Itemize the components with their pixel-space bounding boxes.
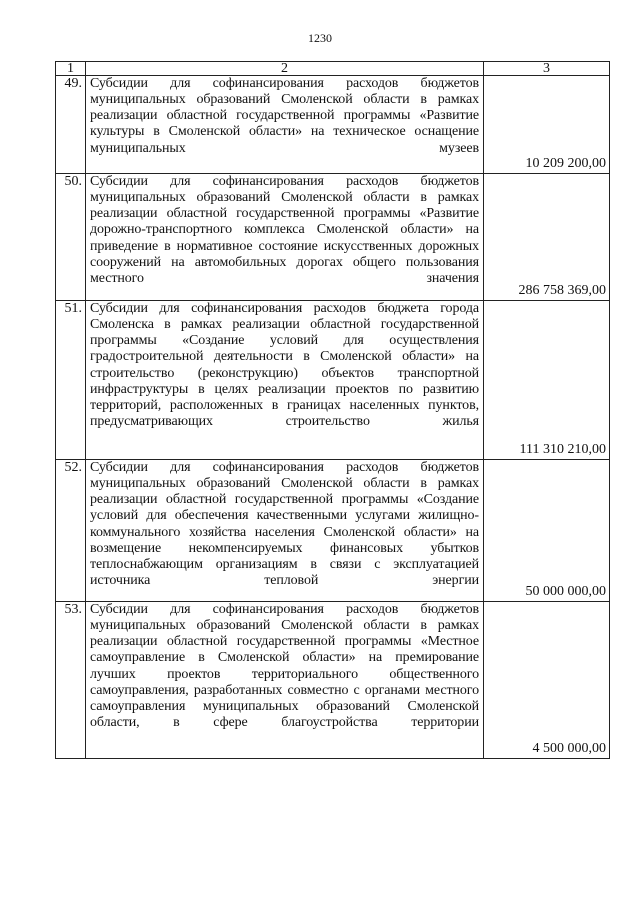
- row-description: Субсидии для софинансирования расходов бюджетов муниципальных образований Смоленской области в рамках реализации областной государственной программы «Местное самоуправление в Смоленской области» на премирование лучших проектов территориального общественного самоуправления, разработанных совместно с органами местного самоуправления муниципальных образований Смоленской области, в сфере благоустройства территории: [86, 602, 484, 759]
- table-header-row: [56, 62, 610, 76]
- subsidies-table: [55, 61, 610, 759]
- row-number: 51.: [56, 301, 86, 460]
- row-number: 49.: [56, 76, 86, 174]
- table-row: [56, 76, 610, 174]
- row-description: Субсидии для софинансирования расходов бюджетов муниципальных образований Смоленской области в рамках реализации областной государственной программы «Создание условий для обеспечения качественными услугами жилищно-коммунального хозяйства населения Смоленской области» на возмещение некомпенсируемых финансовых убытков теплоснабжающим организациям в связи с эксплуатацией источника тепловой энергии: [86, 460, 484, 602]
- row-amount: 4 500 000,00: [484, 602, 610, 759]
- column-header-amount: 3: [484, 62, 610, 76]
- page-number: 1230: [308, 31, 332, 45]
- table-row: [56, 602, 610, 759]
- row-description: Субсидии для софинансирования расходов бюджетов муниципальных образований Смоленской области в рамках реализации областной государственной программы «Развитие культуры в Смоленской области» на техническое оснащение муниципальных музеев: [86, 76, 484, 174]
- table-row: [56, 301, 610, 460]
- column-header-description: 2: [86, 62, 484, 76]
- table-row: [56, 174, 610, 301]
- row-description: Субсидии для софинансирования расходов бюджетов муниципальных образований Смоленской области в рамках реализации областной государственной программы «Развитие дорожно-транспортного комплекса Смоленской области» на приведение в нормативное состояние искусственных дорожных сооружений на автомобильных дорогах общего пользования местного значения: [86, 174, 484, 301]
- table-row: [56, 460, 610, 602]
- row-number: 50.: [56, 174, 86, 301]
- row-number: 52.: [56, 460, 86, 602]
- row-number: 53.: [56, 602, 86, 759]
- row-description: Субсидии для софинансирования расходов бюджета города Смоленска в рамках реализации областной государственной программы «Создание условий для осуществления градостроительной деятельности в Смоленской области» на строительство (реконструкцию) объектов транспортной инфраструктуры в целях реализации проектов по развитию территорий, расположенных в границах населенных пунктов, предусматривающих строительство жилья: [86, 301, 484, 460]
- row-amount: 10 209 200,00: [484, 76, 610, 174]
- column-header-number: 1: [56, 62, 86, 76]
- row-amount: 50 000 000,00: [484, 460, 610, 602]
- row-amount: 286 758 369,00: [484, 174, 610, 301]
- row-amount: 111 310 210,00: [484, 301, 610, 460]
